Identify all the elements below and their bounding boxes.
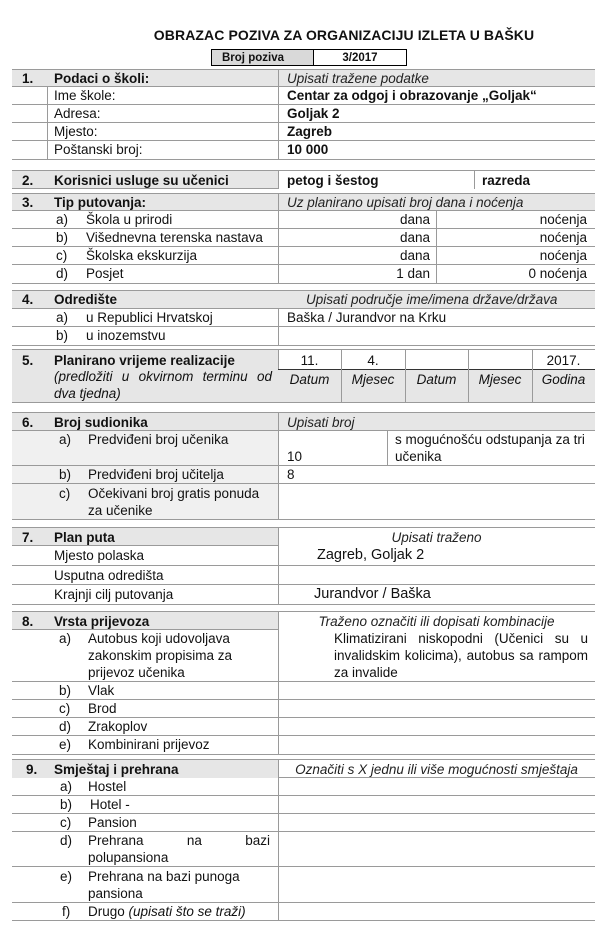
transport-letter: a) [59,631,72,646]
section-9-number: 9. [26,762,38,777]
section-8-hint: Traženo označiti ili dopisati kombinacije [318,614,555,629]
transport-row [12,682,595,700]
section-1-number: 1. [22,71,34,86]
route-value[interactable]: Jurandvor / Baška [314,586,431,602]
broj-poziva-label: Broj poziva [212,50,314,65]
broj-poziva-value[interactable]: 3/2017 [342,52,378,64]
destination-row [12,309,595,327]
date-day-value[interactable]: 11. [300,353,319,368]
section-9-header [12,759,595,778]
accommodation-letter: d) [60,833,73,848]
transport-label: Brod [88,701,117,716]
accommodation-label: Prehrana na bazi polupansiona [88,833,270,865]
postal-label: Poštanski broj: [54,142,143,157]
section-1-header [12,69,595,87]
destination-letter: a) [56,310,69,325]
section-6-header [12,412,595,431]
participants-letter: c) [59,486,71,501]
destination-label: u Republici Hrvatskoj [86,310,213,325]
destination-label: u inozemstvu [86,328,166,343]
destination-letter: b) [56,328,69,343]
section-1-heading: Podaci o školi: [54,71,150,86]
trip-type-row [12,211,595,229]
accommodation-row [12,778,595,796]
section-3-heading: Tip putovanja: [54,195,147,210]
trip-type-label: Školska ekskurzija [86,248,198,263]
city-value[interactable]: Zagreb [287,124,333,139]
grades-suffix: razreda [482,173,531,188]
trip-type-letter: b) [56,230,69,245]
trip-nights[interactable]: 0 noćenja [528,266,587,281]
section-1-hint: Upisati tražene podatke [287,71,429,86]
transport-bus-label: Autobus koji udovoljava zakonskim propisima za prijevoz učenika [88,631,233,680]
route-row [12,546,595,566]
transport-label: Zrakoplov [88,719,148,734]
trip-days[interactable]: 1 dan [396,266,430,281]
postal-row [12,141,595,160]
broj-poziva-box [211,49,407,66]
transport-row [12,718,595,736]
accommodation-label: Pansion [88,815,137,830]
section-2-heading: Korisnici usluge su učenici [54,173,229,188]
section-5-note: (predložiti u okvirnom terminu od dva tjedna) [54,369,272,401]
accommodation-row [12,867,595,903]
route-label: Usputna odredišta [54,568,164,583]
section-2-row [12,170,595,189]
section-4-heading: Odredište [54,292,118,307]
transport-label: Kombinirani prijevoz [88,737,210,752]
city-row [12,123,595,141]
date-month-label: Mjesec [351,372,395,387]
route-row [12,566,595,585]
participants-teachers-value[interactable]: 8 [287,467,295,482]
trip-type-label: Višednevna terenska nastava [86,230,263,245]
trip-type-letter: a) [56,212,69,227]
trip-type-row [12,247,595,265]
participants-letter: a) [59,432,72,447]
participants-students-note: s mogućnošću odstupanja za tri učenika [395,432,585,464]
grades-value[interactable]: petog i šestog [287,173,379,188]
school-name-label: Ime škole: [54,88,116,103]
section-3-number: 3. [22,195,34,210]
participants-gratis-row [12,484,595,520]
section-9-heading: Smještaj i prehrana [54,762,179,777]
trip-nights[interactable]: noćenja [539,212,587,227]
date-year-label: Godina [541,372,586,387]
transport-bus-value[interactable]: Klimatizirani niskopodni (Učenici su u invalidskim kolicima), autobus sa rampom za invalide [334,631,588,680]
section-2-number: 2. [22,173,34,188]
trip-nights[interactable]: noćenja [539,248,587,263]
trip-type-letter: d) [56,266,69,281]
address-row [12,105,595,123]
accommodation-letter: e) [60,869,73,884]
accommodation-label: Hostel [88,779,127,794]
destination-value[interactable]: Baška / Jurandvor na Krku [287,310,447,325]
trip-days[interactable]: dana [399,248,430,263]
address-value[interactable]: Goljak 2 [287,106,340,121]
participants-letter: b) [59,467,72,482]
section-5-number: 5. [22,353,34,368]
form-title: OBRAZAC POZIVA ZA ORGANIZACIJU IZLETA U BAŠKU [153,27,535,43]
participants-gratis-label: Očekivani broj gratis ponuda za učenike [88,486,260,518]
section-4-hint: Upisati područje ime/imena države/država [306,292,558,307]
transport-letter: e) [59,737,72,752]
route-row [12,585,595,605]
section-5-heading: Planirano vrijeme realizacije [54,353,235,368]
transport-letter: d) [59,719,72,734]
accommodation-row [12,796,595,814]
school-name-row [12,87,595,105]
section-7-number: 7. [22,530,34,545]
accommodation-letter: f) [62,904,71,919]
route-label: Mjesto polaska [54,548,145,563]
accommodation-label-note: (upisati što se traži) [128,904,246,919]
section-8-heading: Vrsta prijevoza [54,614,150,629]
section-7-heading: Plan puta [54,530,115,545]
accommodation-row [12,903,595,921]
trip-type-row [12,265,595,284]
transport-bus-row [12,630,595,682]
section-6-heading: Broj sudionika [54,415,148,430]
section-4-header [12,290,595,309]
date-month2-label: Mjesec [478,372,522,387]
accommodation-letter: b) [60,797,73,812]
address-label: Adresa: [54,106,101,121]
transport-letter: b) [59,683,72,698]
trip-type-label: Posjet [86,266,124,281]
section-3-hint: Uz planirano upisati broj dana i noćenja [287,195,524,210]
accommodation-letter: c) [60,815,72,830]
accommodation-label: Drugo (upisati što se traži) [88,904,246,919]
transport-row [12,700,595,718]
destination-row [12,327,595,346]
trip-days[interactable]: dana [399,230,430,245]
transport-row [12,736,595,755]
city-label: Mjesto: [54,124,98,139]
route-value[interactable]: Zagreb, Goljak 2 [317,547,425,563]
participants-students-value[interactable]: 10 [287,449,303,464]
accommodation-label: Hotel - [90,797,130,812]
section-8-number: 8. [22,614,34,629]
trip-type-label: Škola u prirodi [86,212,173,227]
school-name-value[interactable]: Centar za odgoj i obrazovanje „Goljak“ [287,88,537,103]
accommodation-row [12,814,595,832]
section-9-hint: Označiti s X jednu ili više mogućnosti smještaja [295,762,578,777]
trip-days[interactable]: dana [399,212,430,227]
participants-students-label: Predviđeni broj učenika [88,432,229,447]
accommodation-letter: a) [60,779,73,794]
transport-label: Vlak [88,683,115,698]
postal-value[interactable]: 10 000 [287,142,329,157]
date-year-value[interactable]: 2017. [546,353,581,368]
section-8-header [12,611,595,630]
date-day2-label: Datum [416,372,457,387]
transport-letter: c) [59,701,71,716]
section-6-hint: Upisati broj [287,415,355,430]
trip-type-row [12,229,595,247]
participants-teachers-row [12,466,595,484]
accommodation-row [12,832,595,867]
date-day-label: Datum [289,372,330,387]
section-4-number: 4. [22,292,34,307]
section-5-block [12,349,595,403]
participants-teachers-label: Predviđeni broj učitelja [88,467,224,482]
date-month-value[interactable]: 4. [367,353,379,368]
trip-type-letter: c) [56,248,68,263]
accommodation-label: Prehrana na bazi punoga pansiona [88,869,240,901]
section-7-hint: Upisati traženo [391,530,482,545]
participants-students-row [12,431,595,466]
section-7-header [12,527,595,546]
trip-nights[interactable]: noćenja [539,230,587,245]
section-6-number: 6. [22,415,34,430]
section-3-header [12,193,595,211]
route-label: Krajnji cilj putovanja [54,587,174,602]
